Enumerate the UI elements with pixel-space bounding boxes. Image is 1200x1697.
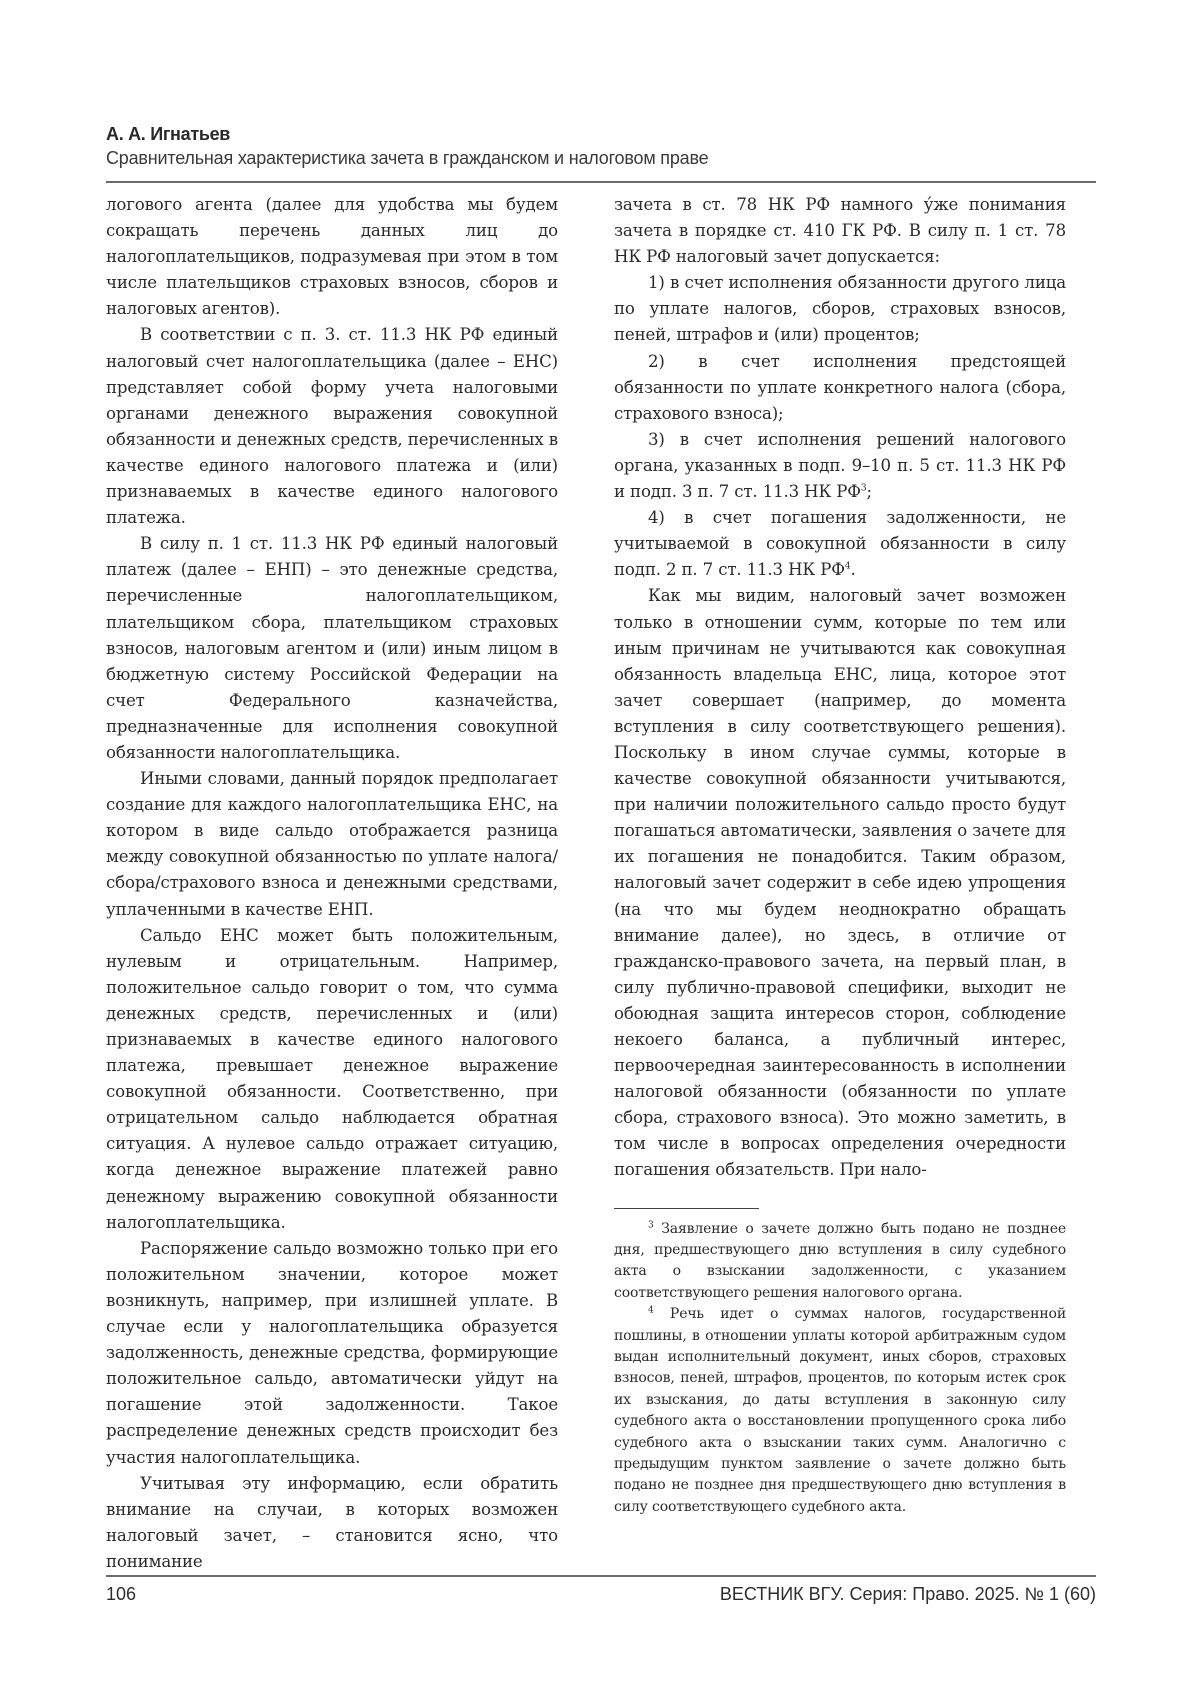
paragraph: Сальдо ЕНС может быть положительным, нулевым и отрицательным. Например, положительное сальдо говорит о том, что сумма денежных средств, перечисленных и (или) признаваемых в качестве единого налогового платежа, превышает денежное выражение совокупной обязанности. Соответственно, при отрицательном сальдо наблюдается обратная ситуация. А нулевое сальдо отражает ситуацию, когда денежное выражение платежей равно денежному выражению совокупной обязанности налогоплательщика. xyxy=(106,925,558,1232)
paragraph: В соответствии с п. 3. ст. 11.3 НК РФ единый налоговый счет налогоплательщика (далее – ЕНС) представляет собой форму учета налоговыми органами денежного выражения совокупной обязанности и денежных средств, перечисленных в качестве единого налогового платежа и (или) признаваемых в качестве единого налогового платежа. xyxy=(106,325,558,528)
article-title: Сравнительная характеристика зачета в гражданском и налоговом праве xyxy=(106,148,709,168)
journal-name: ВЕСТНИК ВГУ. Серия: Право. 2025. № 1 (60) xyxy=(719,1584,1096,1604)
footnotes xyxy=(614,1219,1066,1519)
footnote xyxy=(614,1219,1066,1305)
running-header xyxy=(106,123,1096,171)
list-item xyxy=(614,505,1066,583)
running-footer xyxy=(106,1582,1096,1606)
footnote-number: 3 xyxy=(648,1219,654,1230)
list-item xyxy=(614,427,1066,505)
paragraph: Распоряжение сальдо возможно только при его положительном значении, которое может возникнуть, например, при излишней уплате. В случае если у налогоплательщика образуется задолженность, денежные средства, формирующие положительное сальдо, автоматически уйдут на погашение этой задолженности. Такое распределение денежных средств происходит без участия налогоплательщика. xyxy=(106,1238,558,1467)
left-column xyxy=(106,192,558,1575)
right-column xyxy=(614,192,1066,1518)
list-item-text: 2) в счет исполнения предстоящей обязанности по уплате конкретного налога (сбора, страхового взноса); xyxy=(614,351,1066,423)
list-item-tail: . xyxy=(850,560,856,580)
list-item xyxy=(614,270,1066,348)
list-item-text: 1) в счет исполнения обязанности другого лица по уплате налогов, сборов, страховых взносов, пеней, штрафов и (или) процентов; xyxy=(614,273,1066,345)
footnote-ref[interactable]: 3 xyxy=(860,483,867,494)
paragraph: Иными словами, данный порядок предполагает создание для каждого налогоплательщика ЕНС, на котором в виде сальдо отображается разница между совокупной обязанностью по уплате налога/сбора/страхового взноса и денежными средствами, уплаченными в качестве ЕНП. xyxy=(106,769,558,919)
footnote-text: Речь идет о суммах налогов, государственной пошлины, в отношении уплаты которой арбитражным судом выдан исполнительный документ, иных сборов, страховых взносов, пеней, штрафов, процентов, по которым истек срок их взыскания, до даты вступления в законную силу судебного акта о восстановлении пропущенного срока либо судебного акта о взыскании таких сумм. Аналогично с предыдущим пунктом заявление о зачете должно быть подано не позднее дня предшествующего дню вступления в силу соответствующего судебного акта. xyxy=(614,1306,1067,1515)
footer-rule xyxy=(106,1575,1096,1577)
footnote-ref[interactable]: 4 xyxy=(844,561,851,572)
list-item xyxy=(614,349,1066,427)
paragraph: Как мы видим, налоговый зачет возможен только в отношении сумм, которые по тем или иным причинам не учитываются как совокупная обязанность владельца ЕНС, лица, которое этот зачет совершает (например, до момента вступления в силу соответствующего решения). Поскольку в ином случае суммы, которые в качестве совокупной обязанности учитываются, при наличии положительного сальдо просто будут погашаться автоматически, заявления о зачете для их погашения не понадобится. Таким образом, налоговый зачет содержит в себе идею упрощения (на что мы будем неоднократно обращать внимание далее), но здесь, в отличие от гражданско-правового зачета, на первый план, в силу публично-правовой специфики, выходит не обоюдная защита интересов сторон, соблюдение некоего баланса, а публичный интерес, первоочередная заинтересованность в исполнении налоговой обязанности (обязанности по уплате сбора, страхового взноса). Это можно заметить, в том числе в вопросах определения очередности погашения обязательств. При нало- xyxy=(614,586,1066,1180)
list-item-tail: ; xyxy=(866,482,872,502)
list-item-text: 3) в счет исполнения решений налогового органа, указанных в подп. 9–10 п. 5 ст. 11.3 НК РФ и подп. 3 п. 7 ст. 11.3 НК РФ xyxy=(614,429,1066,502)
footnote-separator xyxy=(614,1208,759,1209)
paragraph: Учитывая эту информацию, если обратить внимание на случаи, в которых возможен налоговый зачет, – становится ясно, что понимание xyxy=(106,1473,558,1571)
page-number: 106 xyxy=(106,1584,137,1604)
footnote-number: 4 xyxy=(648,1305,654,1316)
paragraph: В силу п. 1 ст. 11.3 НК РФ единый налоговый платеж (далее – ЕНП) – это денежные средства, перечисленные налогоплательщиком, плательщиком сбора, плательщиком страховых взносов, налоговым агентом и (или) иным лицом в бюджетную систему Российской Федерации на счет Федерального казначейства, предназначенные для исполнения совокупной обязанности налогоплательщика. xyxy=(106,534,558,762)
header-rule xyxy=(106,181,1096,183)
footnote xyxy=(614,1304,1066,1518)
paragraph: логового агента (далее для удобства мы будем сокращать перечень данных лиц до налогоплательщиков, подразумевая при этом в том числе плательщиков страховых взносов, сборов и налоговых агентов). xyxy=(106,195,558,319)
list-item-text: 4) в счет погашения задолженности, не учитываемой в совокупной обязанности в силу подп. 2 п. 7 ст. 11.3 НК РФ xyxy=(614,508,1066,580)
footnote-text: Заявление о зачете должно быть подано не позднее дня, предшествующего дню вступления в силу судебного акта о взыскании задолженности, с указанием соответствующего решения налогового органа. xyxy=(614,1220,1066,1301)
author-name: А. А. Игнатьев xyxy=(106,124,231,144)
paragraph: зачета в ст. 78 НК РФ намного у́же понимания зачета в порядке ст. 410 ГК РФ. В силу п. 1 ст. 78 НК РФ налоговый зачет допускается: xyxy=(614,195,1066,267)
